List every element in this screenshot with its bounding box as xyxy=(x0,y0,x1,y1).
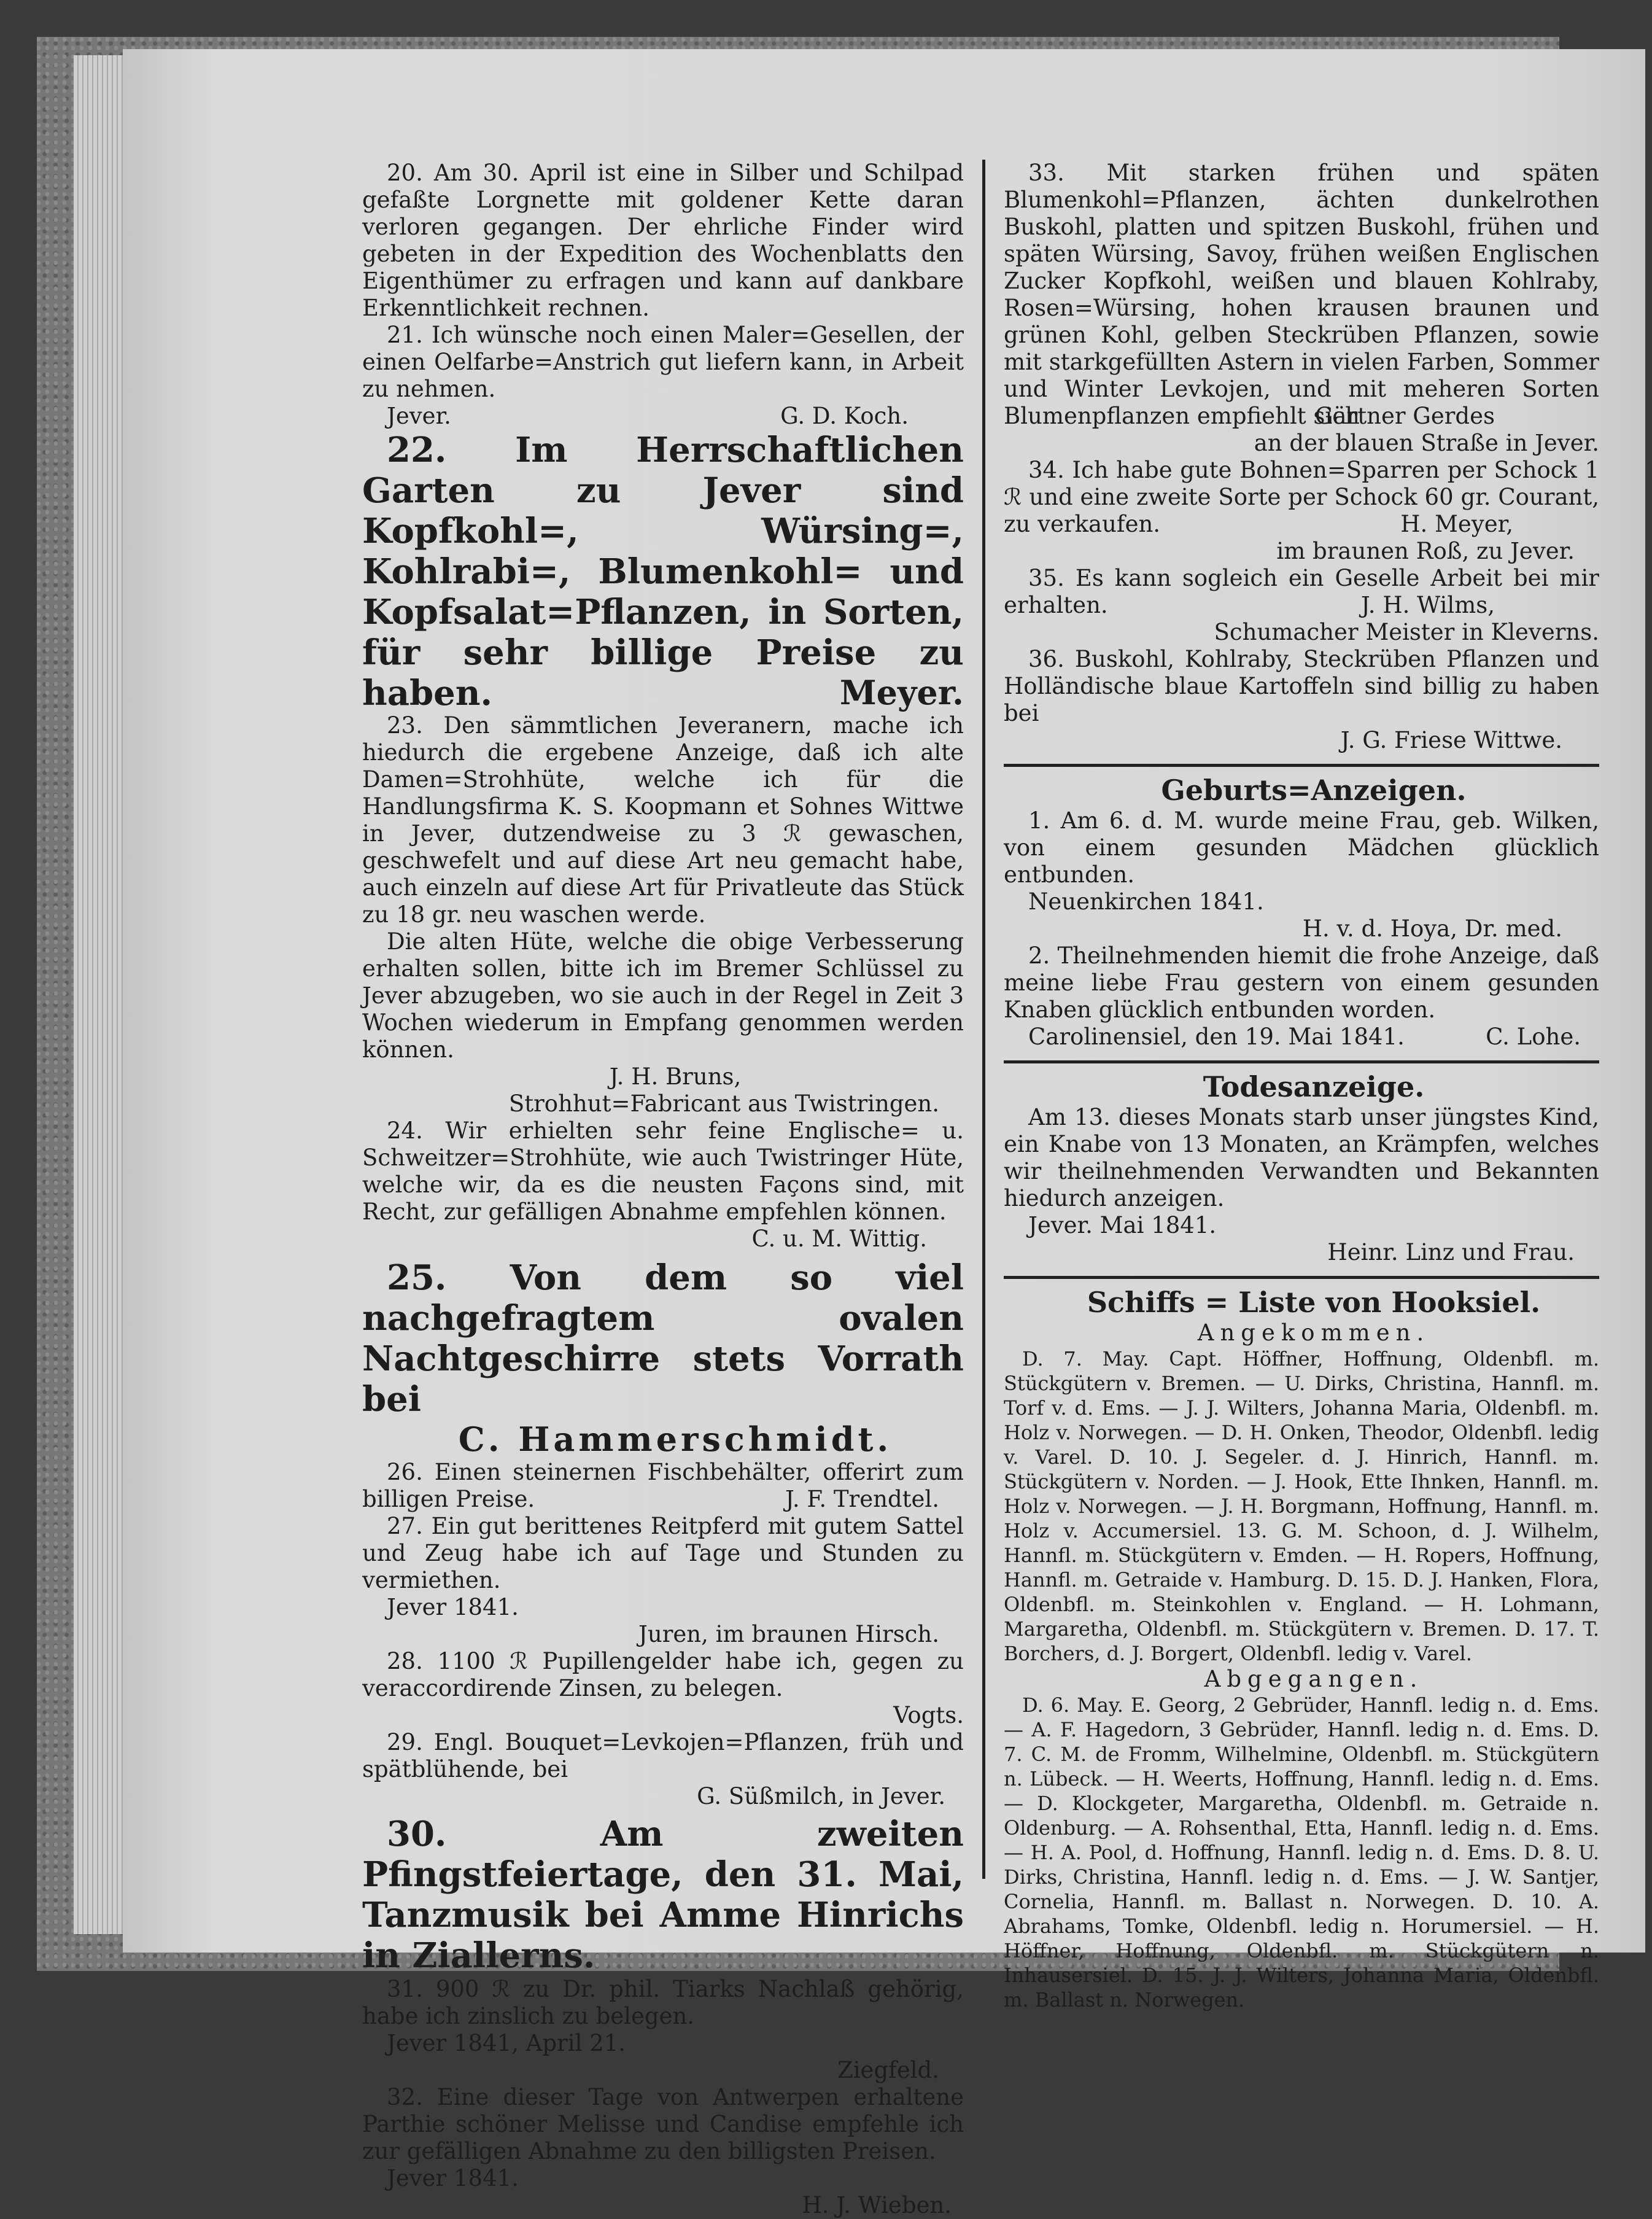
ad-23-signer: J. H. Bruns, xyxy=(609,1063,742,1090)
ad-36: 36. Buskohl, Kohlraby, Steckrüben Pflanzen und Holländische blaue Kartoffeln sind billig zu haben bei xyxy=(1004,646,1599,726)
death-notice: Am 13. dieses Monats starb unser jüngstes Kind, ein Knabe von 13 Monaten, an Krämpfen, welches wir theilnehmenden Verwandten und Bekannten hiedurch anzeigen. xyxy=(1004,1104,1599,1211)
ad-31-signer: Ziegfeld. xyxy=(837,2057,939,2083)
ad-31: 31. 900 ℛ zu Dr. phil. Tiarks Nachlaß gehörig, habe ich zinslich zu belegen. xyxy=(362,1976,964,2029)
ad-20: 20. Am 30. April ist eine in Silber und Schilpad gefaßte Lorgnette mit goldener Kette daran verloren gegangen. Der ehrliche Finder wird gebeten in der Expedition des Wochenblatts den Eigenthümer zu erfragen und kann auf dankbare Erkenntlichkeit rechnen. xyxy=(362,160,964,321)
ad-32-place: Jever 1841. xyxy=(387,2165,519,2191)
ad-31-place: Jever 1841, April 21. xyxy=(387,2030,626,2056)
ad-35: 35. Es kann sogleich ein Geselle Arbeit bei mir erhalten. xyxy=(1004,565,1599,618)
ad-23: 23. Den sämmtlichen Jeveranern, mache ich hiedurch die ergebene Anzeige, daß ich alte Damen=Strohhüte, welche ich für die Handlungsfirma K. S. Koopmann et Sohnes Wittwe in Jever, dutzendweise zu 3 ℛ gewaschen, geschwefelt und auf diese Art neu gemacht habe, auch einzeln auf diese Art für Privatleute das Stück zu 18 gr. neu waschen werde. xyxy=(362,712,964,928)
birth-1-place: Neuenkirchen 1841. xyxy=(1028,888,1264,915)
ships-departed: D. 6. May. E. Georg, 2 Gebrüder, Hannfl. ledig n. d. Ems. — A. F. Hagedorn, 3 Gebrüder, Hannfl. ledig n. d. Ems. D. 7. C. M. de Fromm, Wilhelmine, Oldenbfl. m. Stückgütern n. Lübeck. — H. Weerts, Hoffnung, Hannfl. ledig n. d. Ems. — D. Klockgeter, Margaretha, Oldenbfl. m. Getraide n. Oldenburg. — A. Rohsenthal, Etta, Hannfl. ledig n. d. Ems. — H. A. Pool, d. Hoffnung, Hannfl. ledig n. d. Ems. D. 8. U. Dirks, Christina, Hannfl. ledig n. d. Ems. — J. W. Santjer, Cornelia, Hannfl. m. Ballast n. Norwegen. D. 10. A. Abrahams, Tomke, Oldenbfl. ledig n. Horumersiel. — H. Höffner, Hoffnung, Oldenbfl. m. Stückgütern n. Inhausersiel. D. 15. J. J. Wilters, Johanna Maria, Oldenbfl. m. Ballast n. Norwegen. xyxy=(1004,1693,1599,2011)
section-rule xyxy=(1004,1060,1599,1063)
ad-27-place: Jever 1841. xyxy=(387,1594,519,1620)
birth-2: 2. Theilnehmenden hiemit die frohe Anzeige, daß meine liebe Frau gestern von einem gesunden Knaben glücklich entbunden worden. xyxy=(1004,942,1599,1023)
ad-26-signer: J. F. Trendtel. xyxy=(785,1486,939,1512)
ad-28-signer: Vogts. xyxy=(893,1702,964,1728)
ad-24: 24. Wir erhielten sehr feine Englische= u. Schweitzer=Strohhüte, wie auch Twistringer Hüte, welche wir, da es die neusten Façons sind, mit Recht, zur gefälligen Abnahme empfehlen können. xyxy=(362,1117,964,1225)
death-signer: Heinr. Linz und Frau. xyxy=(1327,1239,1575,1265)
death-place: Jever. Mai 1841. xyxy=(1028,1212,1217,1238)
birth-1-signer: H. v. d. Hoya, Dr. med. xyxy=(1302,915,1562,942)
ad-32: 32. Eine dieser Tage von Antwerpen erhaltene Parthie schöner Melisse und Candise empfehle ich zur gefälligen Abnahme zu den billigsten Preisen. xyxy=(362,2084,964,2164)
ad-24-signer: C. u. M. Wittig. xyxy=(751,1226,927,1252)
births-heading: Geburts=Anzeigen. xyxy=(1161,774,1467,807)
ships-heading: Schiffs = Liste von Hooksiel. xyxy=(1087,1286,1541,1319)
ad-27: 27. Ein gut berittenes Reitpferd mit gutem Sattel und Zeug habe ich auf Tage und Stunden zu vermiethen. xyxy=(362,1513,964,1593)
ad-34: 34. Ich habe gute Bohnen=Sparren per Schock 1 ℛ und eine zweite Sorte per Schock 60 gr. Courant, zu verkaufen. xyxy=(1004,457,1599,537)
ships-arrived-label: Angekommen. xyxy=(1197,1319,1430,1346)
ad-30: 30. Am zweiten Pfingstfeiertage, den 31. Mai, Tanzmusik bei Amme Hinrichs in Ziallerns. xyxy=(362,1814,964,1976)
ad-21-place: Jever. xyxy=(387,403,451,429)
column-divider xyxy=(982,160,985,1879)
ad-28: 28. 1100 ℛ Pupillengelder habe ich, gegen zu veraccordirende Zinsen, zu belegen. xyxy=(362,1648,964,1701)
ad-34-signer2: im braunen Roß, zu Jever. xyxy=(1276,538,1575,564)
ad-33: 33. Mit starken frühen und späten Blumenkohl=Pflanzen, ächten dunkelrothen Buskohl, platten und spitzen Buskohl, frühen und späten Würsing, Savoy, frühen weißen Englischen Zucker Kopfkohl, weißen und blauen Kohlraby, Rosen=Würsing, hohen krausen braunen und grünen Kohl, gelben Steckrüben Pflanzen, sowie mit starkgefüllten Astern in vielen Farben, Sommer und Winter Levkojen, und mit meheren Sorten Blumenpflanzen empfiehlt sich xyxy=(1004,160,1599,429)
death-heading: Todesanzeige. xyxy=(1203,1070,1425,1103)
birth-2-signer: C. Lohe. xyxy=(1486,1024,1581,1050)
left-column xyxy=(362,160,964,2219)
birth-1: 1. Am 6. d. M. wurde meine Frau, geb. Wilken, von einem gesunden Mädchen glücklich entbunden. xyxy=(1004,807,1599,888)
ad-26: 26. Einen steinernen Fischbehälter, offerirt zum billigen Preise. xyxy=(362,1459,964,1512)
right-column xyxy=(1004,160,1599,2012)
ad-21-signer: G. D. Koch. xyxy=(780,403,909,429)
ad-25: 25. Von dem so viel nachgefragtem ovalen Nachtgeschirre stets Vorrath bei xyxy=(362,1257,964,1420)
ad-36-signer: J. G. Friese Wittwe. xyxy=(1340,727,1562,753)
ad-25-signer: C. Hammerschmidt. xyxy=(458,1420,893,1459)
ad-29: 29. Engl. Bouquet=Levkojen=Pflanzen, früh und spätblühende, bei xyxy=(362,1729,964,1782)
ad-27-signer: Juren, im braunen Hirsch. xyxy=(638,1621,939,1647)
ad-35-signer2: Schumacher Meister in Kleverns. xyxy=(1214,619,1599,645)
ad-33-signer: Gärtner Gerdes xyxy=(1314,403,1495,429)
ad-22-signer: Meyer. xyxy=(839,673,964,712)
section-rule xyxy=(1004,1276,1599,1279)
ad-34-signer: H. Meyer, xyxy=(1400,511,1513,537)
ad-33-signer2: an der blauen Straße in Jever. xyxy=(1254,430,1599,456)
ad-23-signer2: Strohhut=Fabricant aus Twistringen. xyxy=(508,1090,939,1117)
ad-21: 21. Ich wünsche noch einen Maler=Gesellen, der einen Oelfarbe=Anstrich gut liefern kann, in Arbeit zu nehmen. xyxy=(362,322,964,402)
ships-departed-label: Abgegangen. xyxy=(1204,1666,1424,1692)
ad-23-text2: Die alten Hüte, welche die obige Verbesserung erhalten sollen, bitte ich im Bremer Schlüssel zu Jever abzugeben, wo sie auch in der Regel in Zeit 3 Wochen wiederum in Empfang genommen werden können. xyxy=(362,928,964,1063)
ad-29-signer: G. Süßmilch, in Jever. xyxy=(697,1783,945,1809)
ad-35-signer: J. H. Wilms, xyxy=(1360,592,1495,618)
ships-arrived: D. 7. May. Capt. Höffner, Hoffnung, Oldenbfl. m. Stückgütern v. Bremen. — U. Dirks, Christina, Hannfl. m. Torf v. d. Ems. — J. J. Wilters, Johanna Maria, Oldenbfl. m. Holz v. Norwegen. — D. H. Onken, Theodor, Oldenbfl. ledig v. Varel. D. 10. J. Segeler. d. J. Hinrich, Hannfl. m. Stückgütern v. Norden. — J. Hook, Ette Ihnken, Hannfl. m. Holz v. Norwegen. — J. H. Borgmann, Hoffnung, Hannfl. m. Holz v. Accumersiel. 13. G. M. Schoon, d. J. Wilhelm, Hannfl. m. Stückgütern v. Emden. — H. Ropers, Hoffnung, Hannfl. m. Getraide v. Hamburg. D. 15. D. J. Hanken, Flora, Oldenbfl. m. Steinkohlen v. England. — H. Lohmann, Margaretha, Oldenbfl. m. Stückgütern v. Bremen. D. 17. T. Borchers, d. J. Borgert, Oldenbfl. ledig v. Varel. xyxy=(1004,1347,1599,1665)
ad-22: 22. Im Herrschaftlichen Garten zu Jever sind Kopfkohl=, Würsing=, Kohlrabi=, Blumenkohl= und Kopfsalat=Pflanzen, in Sorten, für sehr billige Preise zu haben. xyxy=(362,430,964,713)
section-rule xyxy=(1004,764,1599,767)
birth-2-place: Carolinensiel, den 19. Mai 1841. xyxy=(1028,1024,1405,1050)
ad-32-signer: H. J. Wieben. xyxy=(802,2192,952,2218)
